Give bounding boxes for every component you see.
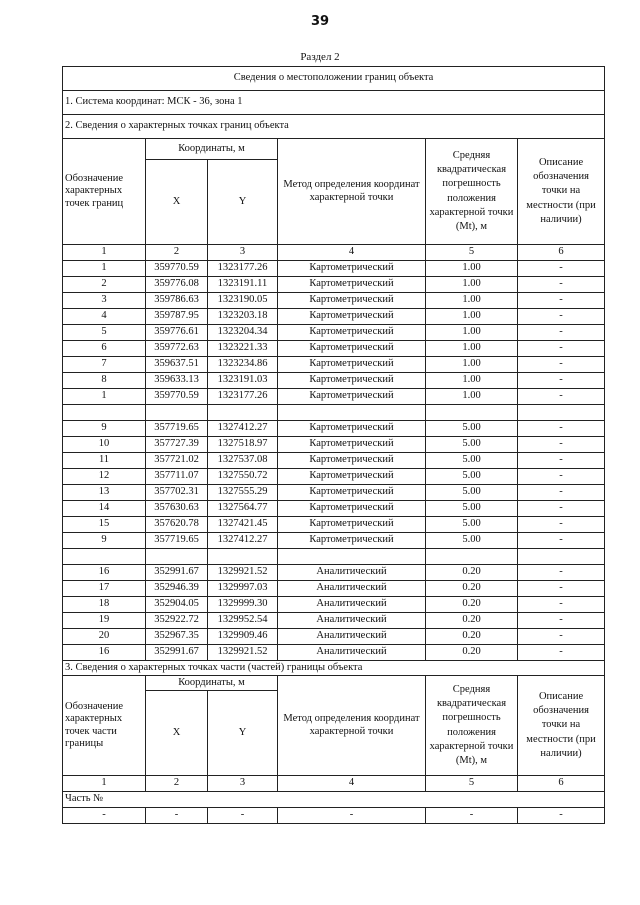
header-point-label: Обозначение характерных точек границ (63, 139, 146, 245)
x-cell: 359770.59 (146, 389, 208, 405)
method-cell: Картометрический (278, 421, 426, 437)
empty-cell (208, 549, 278, 565)
empty-cell (63, 549, 146, 565)
error-cell: 0.20 (426, 613, 518, 629)
y-cell: 1327537.08 (208, 453, 278, 469)
point-number-cell: 14 (63, 501, 146, 517)
header2-point-label: Обозначение характерных точек части границы (63, 676, 146, 776)
x-cell: 359787.95 (146, 309, 208, 325)
point-number-cell: 3 (63, 293, 146, 309)
method-cell: Картометрический (278, 309, 426, 325)
method-cell: Картометрический (278, 533, 426, 549)
y-cell: 1323234.86 (208, 357, 278, 373)
y-cell: 1329921.52 (208, 565, 278, 581)
x-cell: 357702.31 (146, 485, 208, 501)
table-row (63, 261, 605, 277)
x-cell: 359772.63 (146, 341, 208, 357)
header-error: Средняя квадратическая погрешность положения характерной точки (Mt), м (426, 139, 518, 245)
method-cell: Аналитический (278, 581, 426, 597)
point-number-cell: 17 (63, 581, 146, 597)
point-number-cell: 19 (63, 613, 146, 629)
x-cell: 352904.05 (146, 597, 208, 613)
desc-cell: - (518, 421, 605, 437)
coord-system: 1. Система координат: МСК - 36, зона 1 (63, 91, 605, 115)
table-row (63, 453, 605, 469)
header-coords: Координаты, м (146, 139, 278, 160)
method-cell: Картометрический (278, 485, 426, 501)
desc-cell: - (518, 581, 605, 597)
col-number: 3 (208, 245, 278, 261)
error-cell: 0.20 (426, 565, 518, 581)
header-y: Y (208, 160, 278, 245)
empty-cell (278, 405, 426, 421)
desc-cell: - (518, 341, 605, 357)
desc-cell: - (518, 389, 605, 405)
error-cell: 5.00 (426, 485, 518, 501)
header2-y: Y (208, 691, 278, 776)
empty-cell (208, 405, 278, 421)
col-number: 4 (278, 245, 426, 261)
table-row (63, 469, 605, 485)
col-number: 2 (146, 776, 208, 792)
desc-cell: - (518, 277, 605, 293)
error-cell: 0.20 (426, 629, 518, 645)
y-cell: 1323191.03 (208, 373, 278, 389)
x-cell: 359637.51 (146, 357, 208, 373)
x-cell: 359633.13 (146, 373, 208, 389)
desc-cell: - (518, 325, 605, 341)
header-desc: Описание обозначения точки на местности (при наличии) (518, 139, 605, 245)
desc-cell: - (518, 469, 605, 485)
desc-cell: - (518, 373, 605, 389)
header2-error: Средняя квадратическая погрешность положения характерной точки (Mt), м (426, 676, 518, 776)
desc-cell: - (518, 597, 605, 613)
table-row (63, 277, 605, 293)
desc-cell: - (518, 485, 605, 501)
empty-cell (426, 549, 518, 565)
method-cell: Картометрический (278, 453, 426, 469)
y-cell: 1323221.33 (208, 341, 278, 357)
table-row (63, 517, 605, 533)
table-row (63, 421, 605, 437)
desc-cell: - (518, 293, 605, 309)
table-row (63, 565, 605, 581)
col-number: 6 (518, 776, 605, 792)
desc-cell: - (518, 629, 605, 645)
method-cell: Картометрический (278, 389, 426, 405)
desc-cell: - (518, 613, 605, 629)
desc-cell: - (518, 261, 605, 277)
method-cell: Картометрический (278, 357, 426, 373)
point-number-cell: 10 (63, 437, 146, 453)
y-cell: 1327555.29 (208, 485, 278, 501)
header2-x: X (146, 691, 208, 776)
point-number-cell: 1 (63, 389, 146, 405)
empty-row (63, 549, 605, 565)
error-cell: 5.00 (426, 469, 518, 485)
method-cell: Картометрический (278, 277, 426, 293)
table-row (63, 581, 605, 597)
table-row (63, 389, 605, 405)
col-number: 5 (426, 776, 518, 792)
part-cell: - (426, 808, 518, 824)
col-number: 1 (63, 245, 146, 261)
error-cell: 1.00 (426, 277, 518, 293)
x-cell: 357719.65 (146, 421, 208, 437)
point-number-cell: 9 (63, 533, 146, 549)
point-number-cell: 12 (63, 469, 146, 485)
error-cell: 0.20 (426, 581, 518, 597)
point-number-cell: 13 (63, 485, 146, 501)
x-cell: 352967.35 (146, 629, 208, 645)
desc-cell: - (518, 453, 605, 469)
empty-cell (426, 405, 518, 421)
table-row (63, 597, 605, 613)
y-cell: 1327412.27 (208, 533, 278, 549)
error-cell: 1.00 (426, 309, 518, 325)
desc-cell: - (518, 357, 605, 373)
point-number-cell: 1 (63, 261, 146, 277)
point-number-cell: 6 (63, 341, 146, 357)
empty-cell (518, 405, 605, 421)
table-row (63, 357, 605, 373)
point-number-cell: 4 (63, 309, 146, 325)
col-number: 6 (518, 245, 605, 261)
x-cell: 359786.63 (146, 293, 208, 309)
part-cell: - (146, 808, 208, 824)
error-cell: 1.00 (426, 341, 518, 357)
empty-cell (518, 549, 605, 565)
col-number: 5 (426, 245, 518, 261)
desc-cell: - (518, 517, 605, 533)
x-cell: 357711.07 (146, 469, 208, 485)
error-cell: 5.00 (426, 501, 518, 517)
x-cell: 359776.08 (146, 277, 208, 293)
x-cell: 352946.39 (146, 581, 208, 597)
x-cell: 357721.02 (146, 453, 208, 469)
col-number: 3 (208, 776, 278, 792)
point-number-cell: 18 (63, 597, 146, 613)
method-cell: Картометрический (278, 501, 426, 517)
point-number-cell: 7 (63, 357, 146, 373)
y-cell: 1329952.54 (208, 613, 278, 629)
table-row (63, 325, 605, 341)
y-cell: 1329909.46 (208, 629, 278, 645)
table-row (63, 309, 605, 325)
point-number-cell: 16 (63, 565, 146, 581)
method-cell: Аналитический (278, 597, 426, 613)
table-row (63, 437, 605, 453)
method-cell: Картометрический (278, 325, 426, 341)
point-number-cell: 2 (63, 277, 146, 293)
points-section-title: 2. Сведения о характерных точках границ объекта (63, 115, 605, 139)
error-cell: 1.00 (426, 373, 518, 389)
x-cell: 357727.39 (146, 437, 208, 453)
part-cell: - (278, 808, 426, 824)
point-number-cell: 20 (63, 629, 146, 645)
empty-row (63, 405, 605, 421)
header-x: X (146, 160, 208, 245)
y-cell: 1329921.52 (208, 645, 278, 661)
point-number-cell: 16 (63, 645, 146, 661)
desc-cell: - (518, 645, 605, 661)
empty-cell (278, 549, 426, 565)
method-cell: Аналитический (278, 613, 426, 629)
method-cell: Картометрический (278, 293, 426, 309)
error-cell: 5.00 (426, 533, 518, 549)
x-cell: 352991.67 (146, 645, 208, 661)
x-cell: 352991.67 (146, 565, 208, 581)
y-cell: 1327421.45 (208, 517, 278, 533)
y-cell: 1323177.26 (208, 261, 278, 277)
col-number: 4 (278, 776, 426, 792)
method-cell: Аналитический (278, 629, 426, 645)
x-cell: 357719.65 (146, 533, 208, 549)
error-cell: 1.00 (426, 357, 518, 373)
table-row (63, 645, 605, 661)
point-number-cell: 15 (63, 517, 146, 533)
part-cell: - (518, 808, 605, 824)
desc-cell: - (518, 309, 605, 325)
error-cell: 1.00 (426, 293, 518, 309)
method-cell: Аналитический (278, 565, 426, 581)
point-number-cell: 11 (63, 453, 146, 469)
part-label: Часть № (63, 792, 605, 808)
x-cell: 359776.61 (146, 325, 208, 341)
x-cell: 359770.59 (146, 261, 208, 277)
desc-cell: - (518, 437, 605, 453)
col-number: 2 (146, 245, 208, 261)
y-cell: 1323190.05 (208, 293, 278, 309)
y-cell: 1323203.18 (208, 309, 278, 325)
method-cell: Картометрический (278, 437, 426, 453)
error-cell: 5.00 (426, 421, 518, 437)
boundary-table (62, 66, 605, 824)
error-cell: 0.20 (426, 645, 518, 661)
empty-cell (146, 549, 208, 565)
error-cell: 0.20 (426, 597, 518, 613)
y-cell: 1327550.72 (208, 469, 278, 485)
error-cell: 5.00 (426, 453, 518, 469)
table-row (63, 373, 605, 389)
header2-coords: Координаты, м (146, 676, 278, 691)
table-row (63, 629, 605, 645)
y-cell: 1327564.77 (208, 501, 278, 517)
table-row (63, 533, 605, 549)
part-cell: - (208, 808, 278, 824)
point-number-cell: 8 (63, 373, 146, 389)
empty-cell (63, 405, 146, 421)
method-cell: Картометрический (278, 373, 426, 389)
desc-cell: - (518, 501, 605, 517)
x-cell: 357630.63 (146, 501, 208, 517)
x-cell: 357620.78 (146, 517, 208, 533)
method-cell: Картометрический (278, 517, 426, 533)
y-cell: 1329999.30 (208, 597, 278, 613)
col-number: 1 (63, 776, 146, 792)
desc-cell: - (518, 533, 605, 549)
section-label: Раздел 2 (300, 51, 340, 63)
table-row (63, 293, 605, 309)
error-cell: 5.00 (426, 517, 518, 533)
table-row (63, 501, 605, 517)
error-cell: 1.00 (426, 325, 518, 341)
point-number-cell: 9 (63, 421, 146, 437)
error-cell: 1.00 (426, 261, 518, 277)
table-row (63, 341, 605, 357)
y-cell: 1323191.11 (208, 277, 278, 293)
method-cell: Картометрический (278, 469, 426, 485)
method-cell: Картометрический (278, 261, 426, 277)
point-number-cell: 5 (63, 325, 146, 341)
header-method: Метод определения координат характерной точки (278, 139, 426, 245)
part-section-title: 3. Сведения о характерных точках части (частей) границы объекта (63, 661, 605, 676)
y-cell: 1323177.26 (208, 389, 278, 405)
desc-cell: - (518, 565, 605, 581)
error-cell: 5.00 (426, 437, 518, 453)
part-cell: - (63, 808, 146, 824)
error-cell: 1.00 (426, 389, 518, 405)
table-title: Сведения о местоположении границ объекта (63, 67, 605, 91)
y-cell: 1327518.97 (208, 437, 278, 453)
header2-method: Метод определения координат характерной точки (278, 676, 426, 776)
empty-cell (146, 405, 208, 421)
y-cell: 1323204.34 (208, 325, 278, 341)
method-cell: Аналитический (278, 645, 426, 661)
page-number: 39 (310, 14, 330, 29)
x-cell: 352922.72 (146, 613, 208, 629)
table-row (63, 485, 605, 501)
header2-desc: Описание обозначения точки на местности (при наличии) (518, 676, 605, 776)
y-cell: 1327412.27 (208, 421, 278, 437)
method-cell: Картометрический (278, 341, 426, 357)
table-row (63, 613, 605, 629)
y-cell: 1329997.03 (208, 581, 278, 597)
